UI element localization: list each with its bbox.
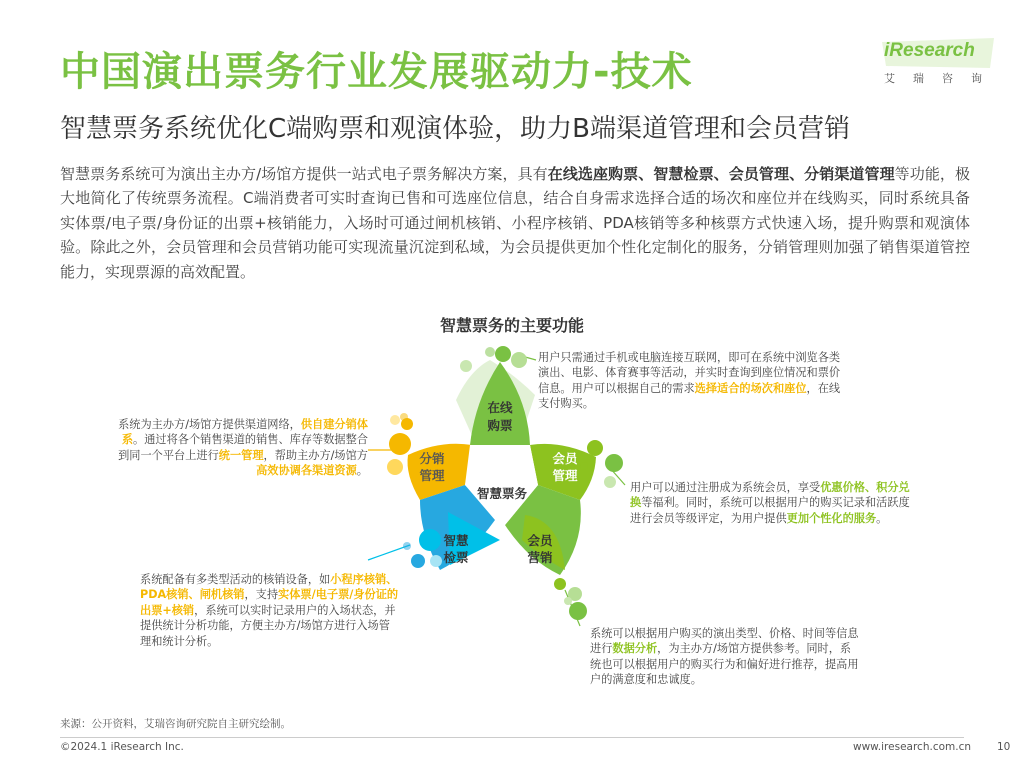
desc-check-highlight-2: 实体票/电子票/身份证的出票+核销 [140,588,399,617]
petal-label-online-1: 在线 [487,400,513,415]
logo-text: iResearch [884,40,975,61]
desc-check-text-1: 系统配备有多类型活动的核销设备，如 [140,573,331,586]
petal-label-marketing-1: 会员 [527,533,553,548]
diagram-center-label: 智慧票务 [476,486,528,501]
desc-online-text-1: 用户只需通过手机或电脑连接互联网，即可在系统中浏览各类演出、电影、体育赛事等活动，并实时查询到座位情况和票价信息。用户可以根据自己的需求 [538,351,841,395]
copyright: ©2024.1 iResearch Inc. [60,741,184,753]
petal-label-marketing-2: 营销 [527,550,553,565]
description-online-ticketing [538,350,843,412]
intro-text-1: 智慧票务系统可为演出主办方/场馆方提供一站式电子票务解决方案，具有 [60,165,548,183]
desc-member-highlight-1: 优惠价格、积分兑换 [630,481,910,510]
source-note: 来源：公开资料，艾瑞咨询研究院自主研究绘制。 [60,718,291,730]
petal-label-online-2: 购票 [487,418,513,433]
desc-check-text-3: ，系统可以实时记录用户的入场状态，并提供统计分析功能，方便主办方/场馆方进行入场管理和统计分析。 [140,603,396,648]
desc-data-text-2: ，为主办方/场馆方提供参考。同时，系统也可以根据用户的购买行为和偏好进行推荐，提高用户的满意度和忠诚度。 [590,642,859,687]
desc-online-text-2: ，在线支付购买。 [538,381,841,411]
description-member-management [630,480,910,526]
desc-check-highlight-1: 小程序核销、PDA核销、闸机核销 [140,573,398,602]
intro-bold-features: 在线选座购票、智慧检票、会员管理、分销渠道管理 [547,165,895,183]
desc-channel-highlight-3: 高效协调各渠道资源 [256,464,357,478]
page-subtitle: 智慧票务系统优化C端购票和观演体验，助力B端渠道管理和会员营销 [60,114,850,144]
petal-label-channel-1: 分销 [419,451,445,466]
desc-data-highlight: 数据分析 [612,642,658,656]
footer-divider [60,737,964,738]
desc-channel-text-4: 。 [356,464,368,478]
description-channel-management [112,417,368,479]
description-member-marketing [590,626,862,688]
petal-label-check-2: 检票 [443,550,469,565]
page-number: 10 [997,741,1011,753]
desc-online-highlight: 选择适合的场次和座位 [694,381,807,395]
desc-channel-highlight-1: 供自建分销体系 [121,418,368,447]
desc-channel-highlight-2: 统一管理 [218,448,264,462]
desc-member-text-3: 。 [876,511,888,525]
petal-label-check-1: 智慧 [443,533,469,548]
desc-channel-text-3: ，帮助主办方/场馆方 [263,448,368,462]
page-title: 中国演出票务行业发展驱动力-技术 [60,49,693,95]
website-link[interactable]: www.iresearch.com.cn [853,741,972,753]
petal-label-member-1: 会员 [552,451,578,466]
desc-member-text-2: 等福利。同时，系统可以根据用户的购买记录和活跃度进行会员等级评定，为用户提供 [630,496,910,525]
desc-channel-text-1: 系统为主办方/场馆方提供渠道网络， [118,418,301,431]
desc-channel-text-2: 。通过将各个销售渠道的销售、库存等数据整合到同一个平台上进行 [118,433,368,462]
diagram-title: 智慧票务的主要功能 [439,316,584,335]
desc-member-text-1: 用户可以通过注册成为系统会员，享受 [630,481,821,494]
desc-data-text-1: 系统可以根据用户购买的演出类型、价格、时间等信息进行 [590,627,859,656]
logo-subtext: 艾瑞咨询 [884,72,1000,85]
description-smart-check [140,572,400,649]
intro-text-2: 等功能，极大地简化了传统票务流程。C端消费者可实时查询已售和可选座位信息，结合自身需求选择合适的场次和座位并在线购买，同时系统具备实体票/电子票/身份证的出票+核销能力，入场时可通过闸机核销、小程序核销、PDA核销等多种核票方式快速入场，提升购票和观演体验。除此之外，会员管理和会员营销功能可实现流量沉淀到私域，为会员提供更加个性化定制化的服务，分销管理则加强了销售渠道管控能力，实现票源的高效配置。 [60,165,970,281]
petal-label-channel-2: 管理 [419,468,445,483]
petal-label-member-2: 管理 [552,468,578,483]
desc-check-text-2: ，支持 [244,588,279,602]
desc-member-highlight-2: 更加个性化的服务 [786,511,877,525]
